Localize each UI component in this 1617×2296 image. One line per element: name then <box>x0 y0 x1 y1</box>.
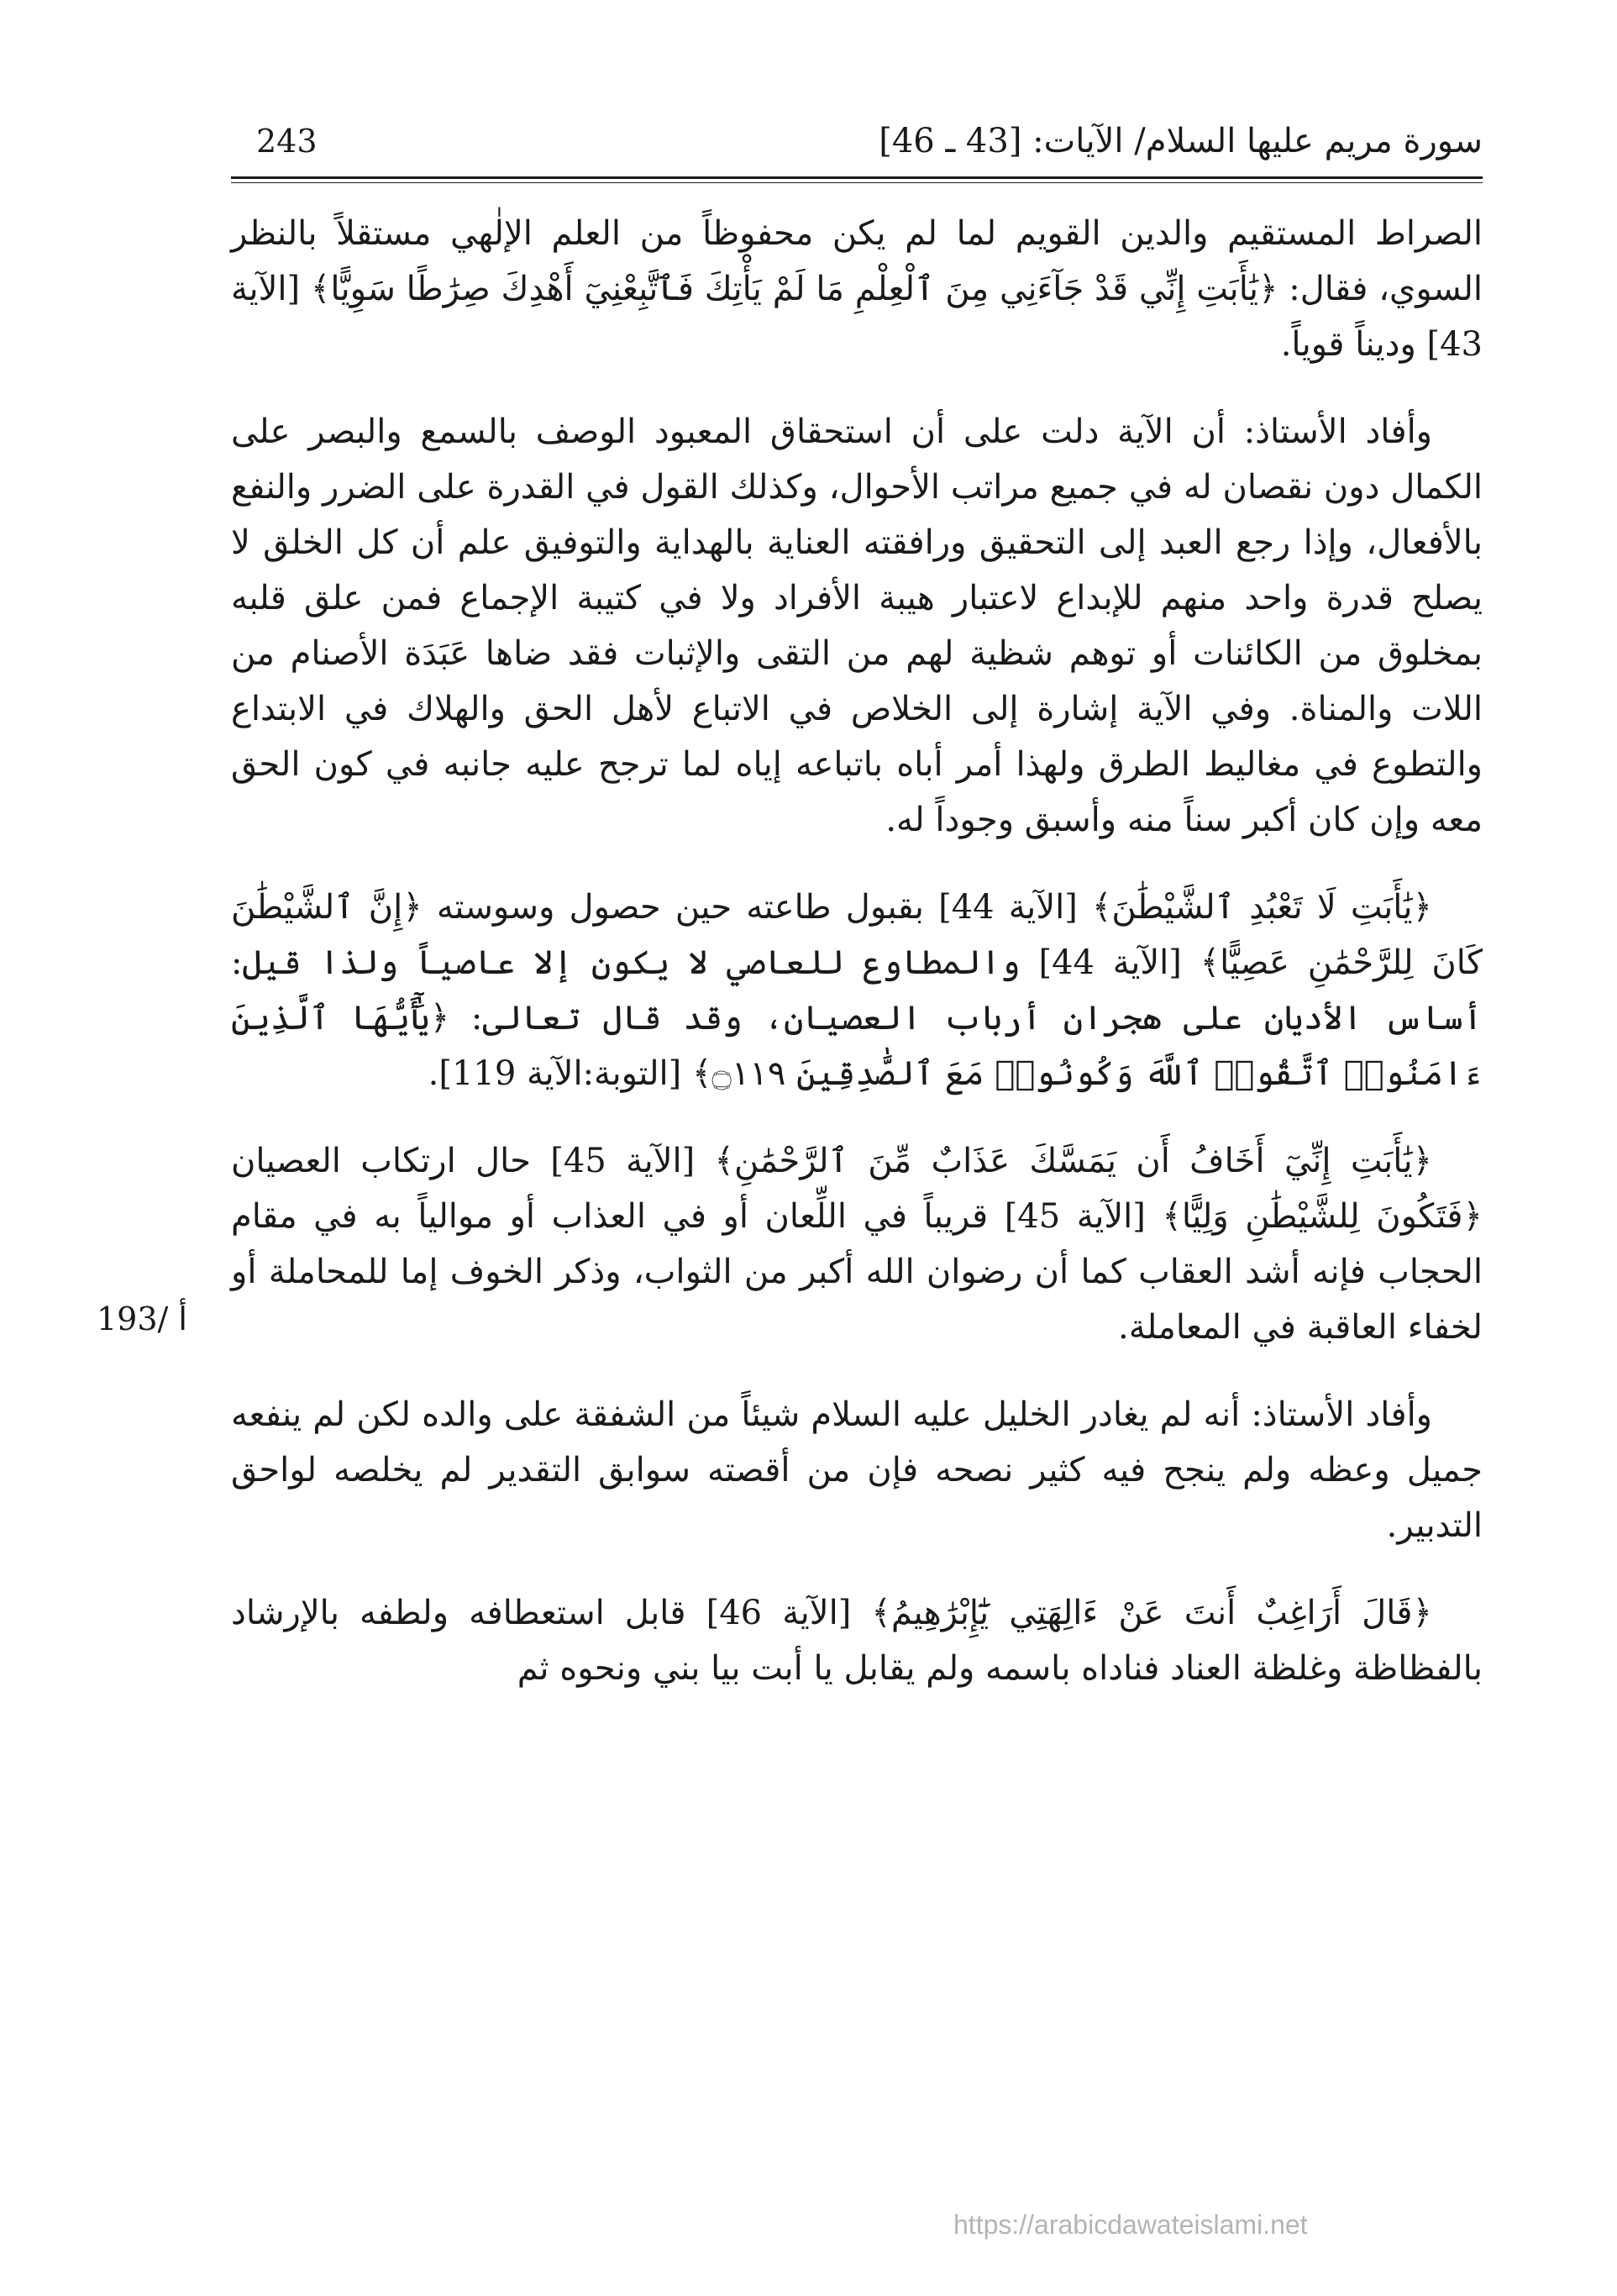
paragraph-3: ﴿يَٰأَبَتِ لَا تَعْبُدِ ٱلشَّيْطَٰنَ﴾ [الآية 44] بقبول طاعته حين حصول وسوسته ﴿إِنَّ ٱلشَّيْطَٰنَ كَانَ لِلرَّحْمَٰنِ عَصِيًّا﴾ [الآية 44] والمطاوع للعاصي لا يكون إلا عاصياً ولذا قيل: أساس الأديان على هجران أرباب العصيان، وقد قال تعالى: ﴿يَٰٓأَيُّهَا ٱلَّذِينَ ءَامَنُوا۟ ٱتَّقُوا۟ ٱللَّهَ وَكُونُوا۟ مَعَ ٱلصَّٰدِقِينَ ۝١١٩﴾ [التوبة:الآية 119]. <box>231 888 1483 1093</box>
paragraph-1: الصراط المستقيم والدين القويم لما لم يكن محفوظاً من العلم الإلٰهي مستقلاً بالنظر السوي، فقال: ﴿يَٰأَبَتِ إِنِّي قَدْ جَآءَنِي مِنَ ٱلْعِلْمِ مَا لَمْ يَأْتِكَ فَٱتَّبِعْنِيٓ أَهْدِكَ صِرَٰطًا سَوِيًّا﴾ [الآية 43] وديناً قوياً. <box>231 214 1483 364</box>
body-text <box>231 206 1483 1696</box>
running-header <box>231 116 1483 175</box>
manuscript-folio-note: 193/ أ <box>97 1300 187 1337</box>
header-rule <box>231 176 1483 179</box>
header-title: سورة مريم عليها السلام/ الآيات: [43 ـ 46] <box>879 122 1483 160</box>
watermark-url: https://arabicdawateislami.net <box>953 2209 1308 2240</box>
paragraph-2: وأفاد الأستاذ: أن الآية دلت على أن استحقاق المعبود الوصف بالسمع والبصر على الكمال دون نقصان له في جميع مراتب الأحوال، وكذلك القول في القدرة على الضرر والنفع بالأفعال، وإذا رجع العبد إلى التحقيق ورافقته العناية بالهداية والتوفيق علم أن كل الخلق لا يصلح قدرة واحد منهم للإبداع لاعتبار هيبة الأفراد ولا في كتيبة الإجماع فمن علق قلبه بمخلوق من الكائنات أو توهم شظية لهم من التقى والإثبات فقد ضاها عَبَدَة الأصنام من اللات والمناة. وفي الآية إشارة إلى الخلاص في الاتباع لأهل الحق والهلاك في الابتداع والتطوع في مغاليط الطرق ولهذا أمر أباه باتباعه إياه لما ترجح عليه جانبه في كون الحق معه وإن كان أكبر سناً منه وأسبق وجوداً له. <box>231 412 1483 839</box>
page-number: 243 <box>256 123 318 160</box>
paragraph-5: وأفاد الأستاذ: أنه لم يغادر الخليل عليه السلام شيئاً من الشفقة على والده لكن لم ينفعه جميل وعظه ولم ينجح فيه كثير نصحه فإن من أقصته سوابق التقدير لم يخلصه لواحق التدبير. <box>231 1395 1483 1545</box>
paragraph-4: ﴿يَٰأَبَتِ إِنِّيٓ أَخَافُ أَن يَمَسَّكَ عَذَابٌ مِّنَ ٱلرَّحْمَٰنِ﴾ [الآية 45] حال ارتكاب العصيان ﴿فَتَكُونَ لِلشَّيْطَٰنِ وَلِيًّا﴾ [الآية 45] قريباً في اللِّعان أو في العذاب أو موالياً به في مقام الحجاب فإنه أشد العقاب كما أن رضوان الله أكبر من الثواب، وذكر الخوف إما للمحاملة أو لخفاء العاقبة في المعاملة. <box>231 1142 1483 1347</box>
header-rule-thin <box>231 182 1483 183</box>
paragraph-6: ﴿قَالَ أَرَاغِبٌ أَنتَ عَنْ ءَالِهَتِي يَٰٓإِبْرَٰهِيمُ﴾ [الآية 46] قابل استعطافه ولطفه بالإرشاد بالفظاظة وغلظة العناد فناداه باسمه ولم يقابل يا أبت بيا بني ونحوه ثم <box>231 1594 1483 1688</box>
